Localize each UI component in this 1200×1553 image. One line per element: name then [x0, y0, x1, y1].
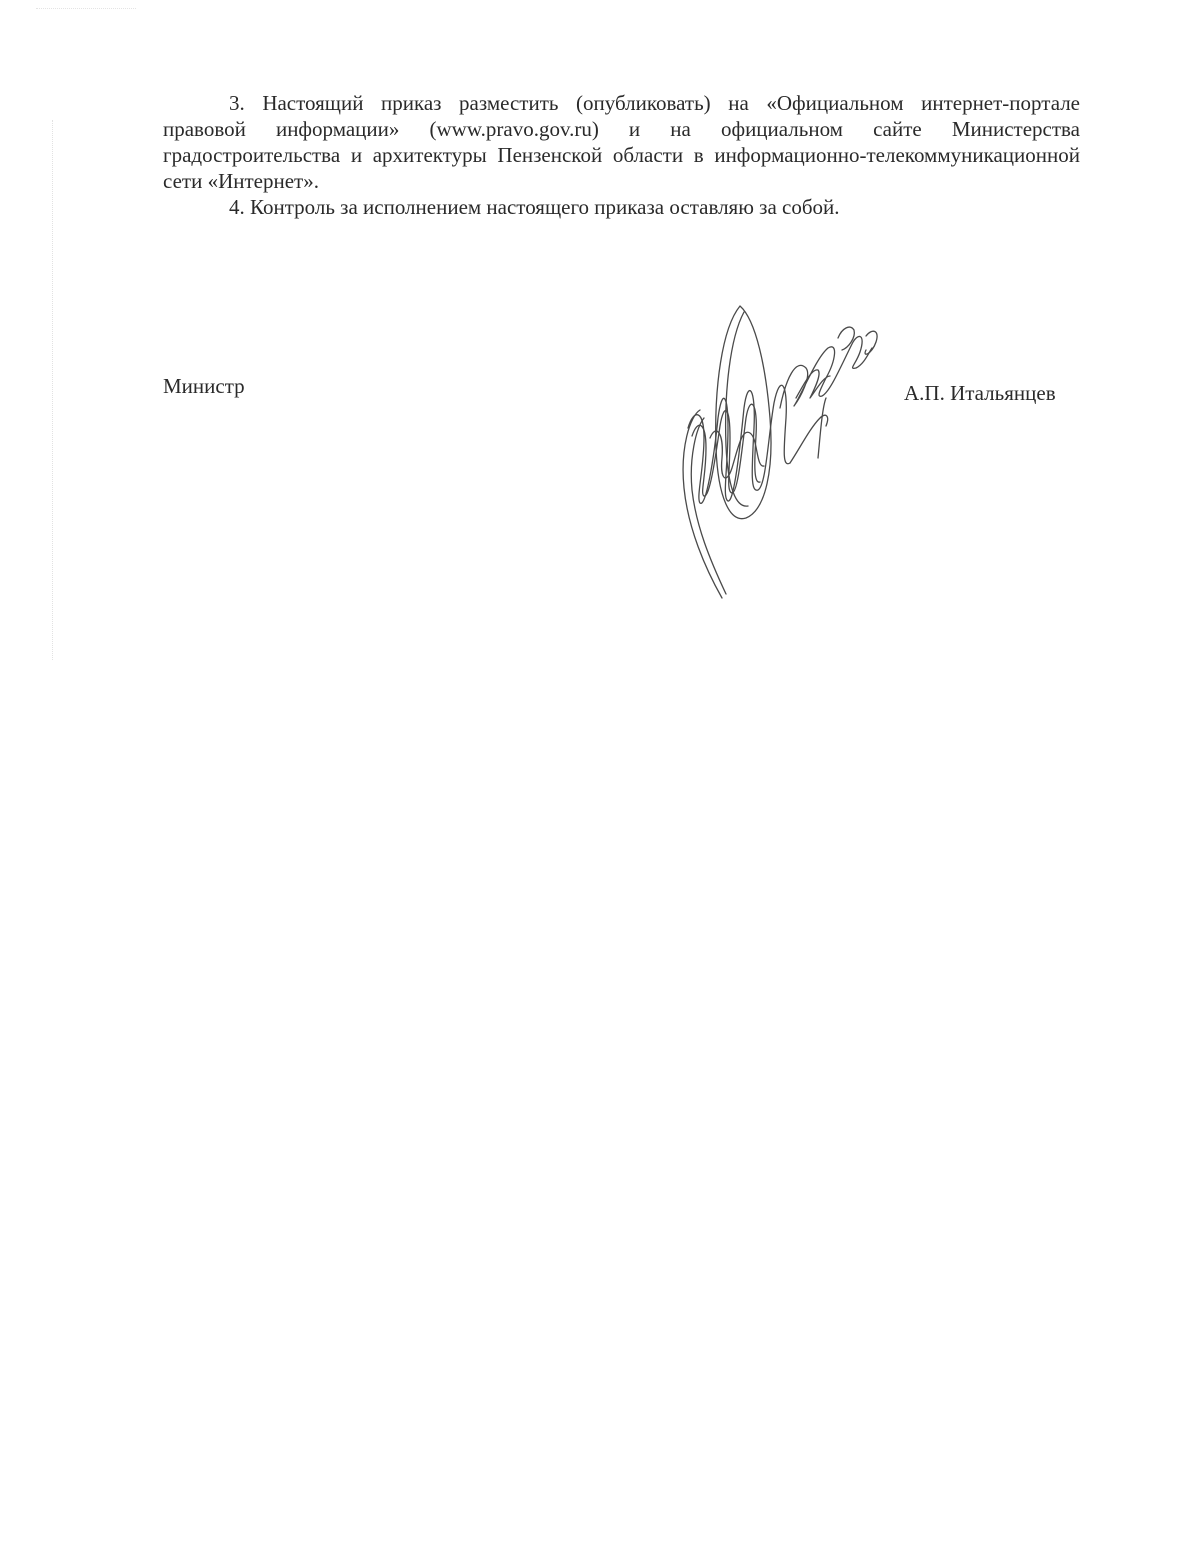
paragraph-control: 4. Контроль за исполнением настоящего приказа оставляю за собой. — [229, 195, 840, 219]
paragraph-publication: 3. Настоящий приказ разместить (опубликовать) на «Официальном интернет-портале правовой информации» (www.pravo.gov.ru) и на официальном сайте Министерства градостроительства и архитектуры Пензенской области в информационно-телекоммуникационной сети «Интернет». — [163, 91, 1080, 193]
handwritten-signature — [670, 298, 890, 608]
signer-position-title: Министр — [163, 374, 245, 398]
document-body — [163, 90, 1080, 220]
scan-artifact-margin — [52, 120, 57, 660]
signer-name: А.П. Итальянцев — [904, 381, 1056, 405]
scan-artifact-top — [36, 8, 136, 15]
